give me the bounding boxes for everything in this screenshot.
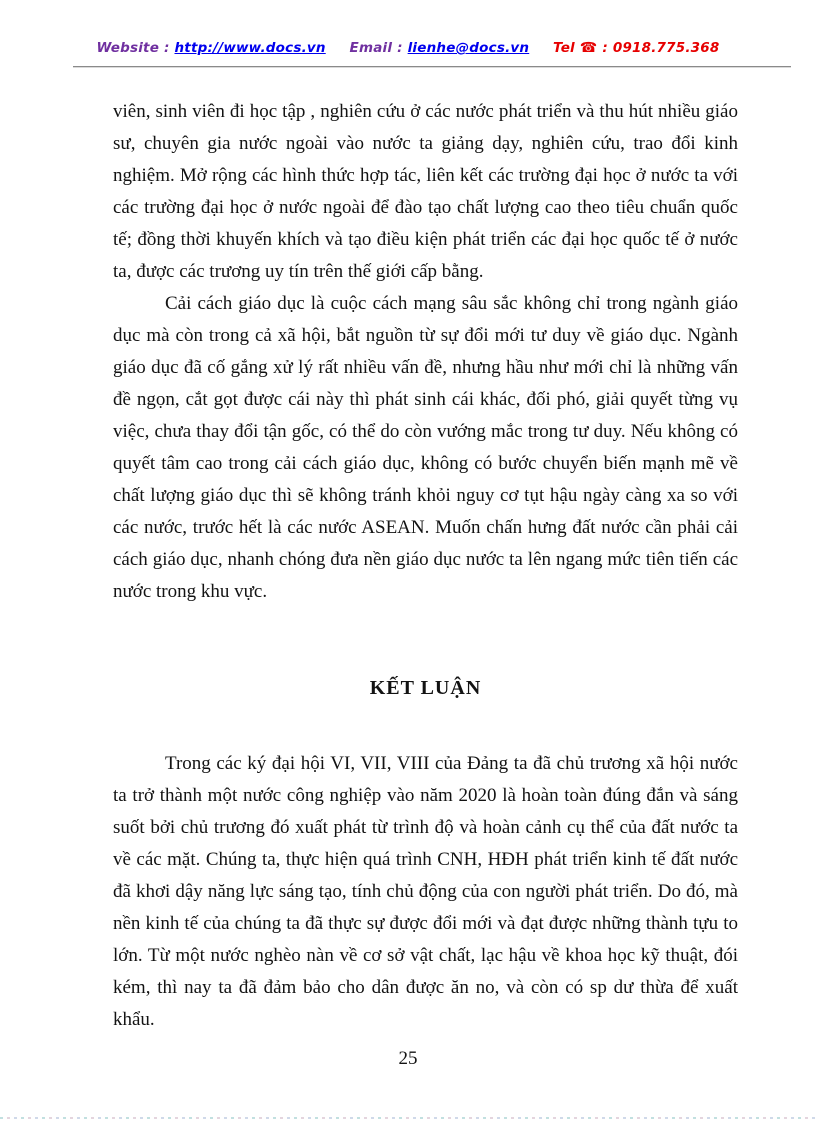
header-divider-line (73, 66, 791, 67)
website-link[interactable]: http://www.docs.vn (174, 40, 326, 56)
tel-label: Tel (553, 40, 575, 56)
document-body (113, 96, 738, 1036)
footer-dashed-line (0, 1117, 816, 1119)
website-label: Website : (96, 40, 170, 56)
email-label: Email : (349, 40, 403, 56)
tel-number: 0918.775.368 (612, 40, 720, 56)
page-number: 25 (398, 1048, 418, 1069)
paragraph-conclusion: Trong các ký đại hội VI, VII, VIII của Đảng ta đã chủ trương xã hội nước ta trở thành một nước công nghiệp vào năm 2020 là hoàn toàn đúng đắn và sáng suốt bởi chủ trương đó xuất phát từ trình độ và hoàn cảnh cụ thể của đất nước ta về các mặt. Chúng ta, thực hiện quá trình CNH, HĐH phát triển kinh tế đất nước đã khơi dậy năng lực sáng tạo, tính chủ động của con người phát triển. Do đó, mà nền kinh tế của chúng ta đã thực sự được đổi mới và đạt được những thành tựu to lớn. Từ một nước nghèo nàn về cơ sở vật chất, lạc hậu về khoa học kỹ thuật, đói kém, thì nay ta đã đảm bảo cho dân được ăn no, và còn có sp dư thừa để xuất khẩu. (113, 753, 738, 1030)
page-header (0, 40, 816, 56)
section-heading: KẾT LUẬN (369, 677, 482, 699)
paragraph-continuation: viên, sinh viên đi học tập , nghiên cứu ở các nước phát triển và thu hút nhiều giáo sư, chuyên gia nước ngoài vào nước ta giảng dạy, nghiên cứu, trao đổi kinh nghiệm. Mở rộng các hình thức hợp tác, liên kết các trường đại học ở nước ta với các trường đại học ở nước ngoài để đào tạo chất lượng cao theo tiêu chuẩn quốc tế; đồng thời khuyến khích và tạo điều kiện phát triển các đại học quốc tế ở nước ta, được các trương uy tín trên thế giới cấp bằng. (113, 101, 738, 282)
email-link[interactable]: lienhe@docs.vn (407, 40, 530, 56)
phone-icon: ☎ (579, 40, 598, 56)
tel-separator: : (602, 40, 608, 56)
paragraph-reform: Cải cách giáo dục là cuộc cách mạng sâu sắc không chỉ trong ngành giáo dục mà còn trong cả xã hội, bắt nguồn từ sự đổi mới tư duy về giáo dục. Ngành giáo dục đã cố gắng xử lý rất nhiều vấn đề, nhưng hầu như mới chỉ là những vấn đề ngọn, cắt gọt được cái này thì phát sinh cái khác, đối phó, giải quyết từng vụ việc, chưa thay đổi tận gốc, có thể do còn vướng mắc trong tư duy. Nếu không có quyết tâm cao trong cải cách giáo dục, không có bước chuyển biến mạnh mẽ về chất lượng giáo dục thì sẽ không tránh khỏi nguy cơ tụt hậu ngày càng xa so với các nước, trước hết là các nước ASEAN. Muốn chấn hưng đất nước cần phải cải cách giáo dục, nhanh chóng đưa nền giáo dục nước ta lên ngang mức tiên tiến các nước trong khu vực. (113, 293, 738, 602)
